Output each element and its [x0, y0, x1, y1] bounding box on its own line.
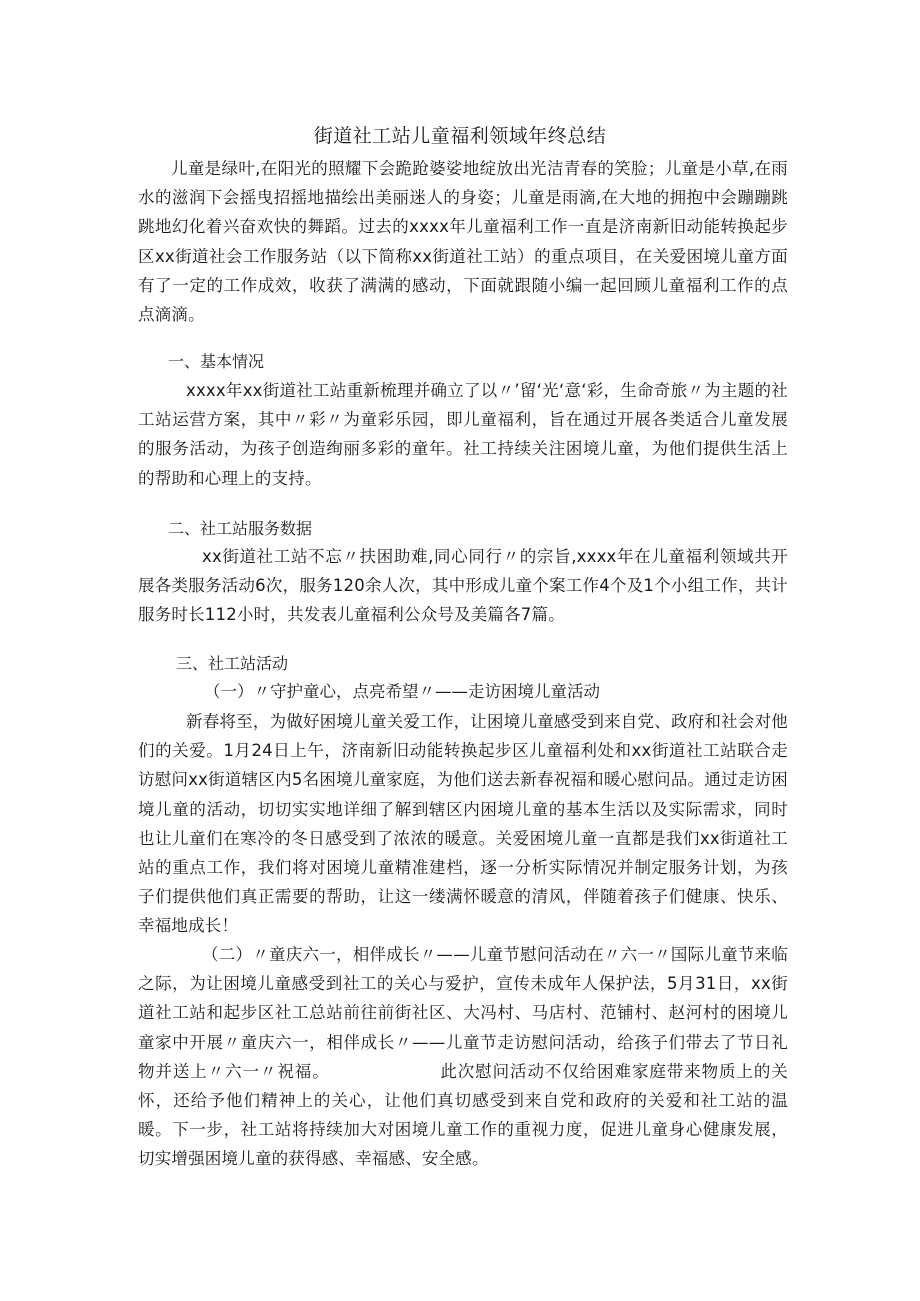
subsection2-paragraph — [138, 940, 788, 1174]
section-heading-activities: 三、社工站活动 — [176, 654, 289, 673]
subsection2-text-part1: （二）〃童庆六一，相伴成长〃——儿童节慰问活动在〃六一〃国际儿童节来临之际，为让困境儿童感受到社工的关心与爱护，宣传未成年人保护法，5月31日，xx街道社工站和起步区社工总站前往前街社区、大冯村、马店村、范铺村、赵河村的困境儿童家中开展〃童庆六一，相伴成长〃——儿童节走访慰问活动，给孩子们带去了节日礼物并送上〃六一〃祝福。 — [138, 945, 788, 1081]
document-title: 街道社工站儿童福利领域年终总结 — [313, 125, 607, 147]
section-heading-basic: 一、基本情况 — [168, 352, 265, 371]
section2-paragraph: xx街道社工站不忘〃扶困助难,同心同行〃的宗旨,xxxx年在儿童福利领域共开展各类服务活动6次，服务120余人次，其中形成儿童个案工作4个及1个小组工作，共计服务时长112小时，共发表儿童福利公众号及美篇各7篇。 — [138, 547, 788, 625]
subsection2-text-part2: 此次慰问活动不仅给困难家庭带来物质上的关怀，还给予他们精神上的关心，让他们真切感受到来自党和政府的关爱和社工站的温暖。下一步，社工站将持续加大对困境儿童工作的重视力度，促进儿童身心健康发展，切实增强困境儿童的获得感、幸福感、安全感。 — [138, 1061, 789, 1169]
section-heading-service-data: 二、社工站服务数据 — [168, 519, 313, 538]
subsection-heading-visit: （一）〃守护童心，点亮希望〃——走访困境儿童活动 — [204, 682, 600, 701]
subsection1-paragraph: 新春将至，为做好困境儿童关爱工作，让困境儿童感受到来自党、政府和社会对他们的关爱。1月24日上午，济南新旧动能转换起步区儿童福利处和xx街道社工站联合走访慰问xx街道辖区内5名困境儿童家庭，为他们送去新春祝福和暖心慰问品。通过走访困境儿童的活动，切切实实地详细了解到辖区内困境儿童的基本生活以及实际需求，同时也让儿童们在寒冷的冬日感受到了浓浓的暖意。关爱困境儿童一直都是我们xx街道社工站的重点工作，我们将对困境儿童精准建档，逐一分析实际情况并制定服务计划，为孩子们提供他们真正需要的帮助，让这一缕满怀暖意的清风，伴随着孩子们健康、快乐、幸福地成长！ — [138, 712, 788, 936]
section1-paragraph: xxxx年xx街道社工站重新梳理并确立了以〃’留‘光‘意‘彩，生命奇旅〃为主题的社工站运营方案，其中〃彩〃为童彩乐园，即儿童福利，旨在通过开展各类适合儿童发展的服务活动，为孩子创造绚丽多彩的童年。社工持续关注困境儿童，为他们提供生活上的帮助和心理上的支持。 — [138, 381, 788, 488]
intro-paragraph: 儿童是绿叶,在阳光的照耀下会跪跄婆娑地绽放出光洁青春的笑脸；儿童是小草,在雨水的滋润下会摇曳招摇地描绘出美丽迷人的身姿；儿童是雨滴,在大地的拥抱中会蹦蹦跳跳地幻化着兴奋欢快的舞蹈。过去的xxxx年儿童福利工作一直是济南新旧动能转换起步区xx街道社会工作服务站（以下简称xx街道社工站）的重点项目，在关爱困境儿童方面有了一定的工作成效，收获了满满的感动，下面就跟随小编一起回顾儿童福利工作的点点滴滴。 — [138, 159, 788, 325]
